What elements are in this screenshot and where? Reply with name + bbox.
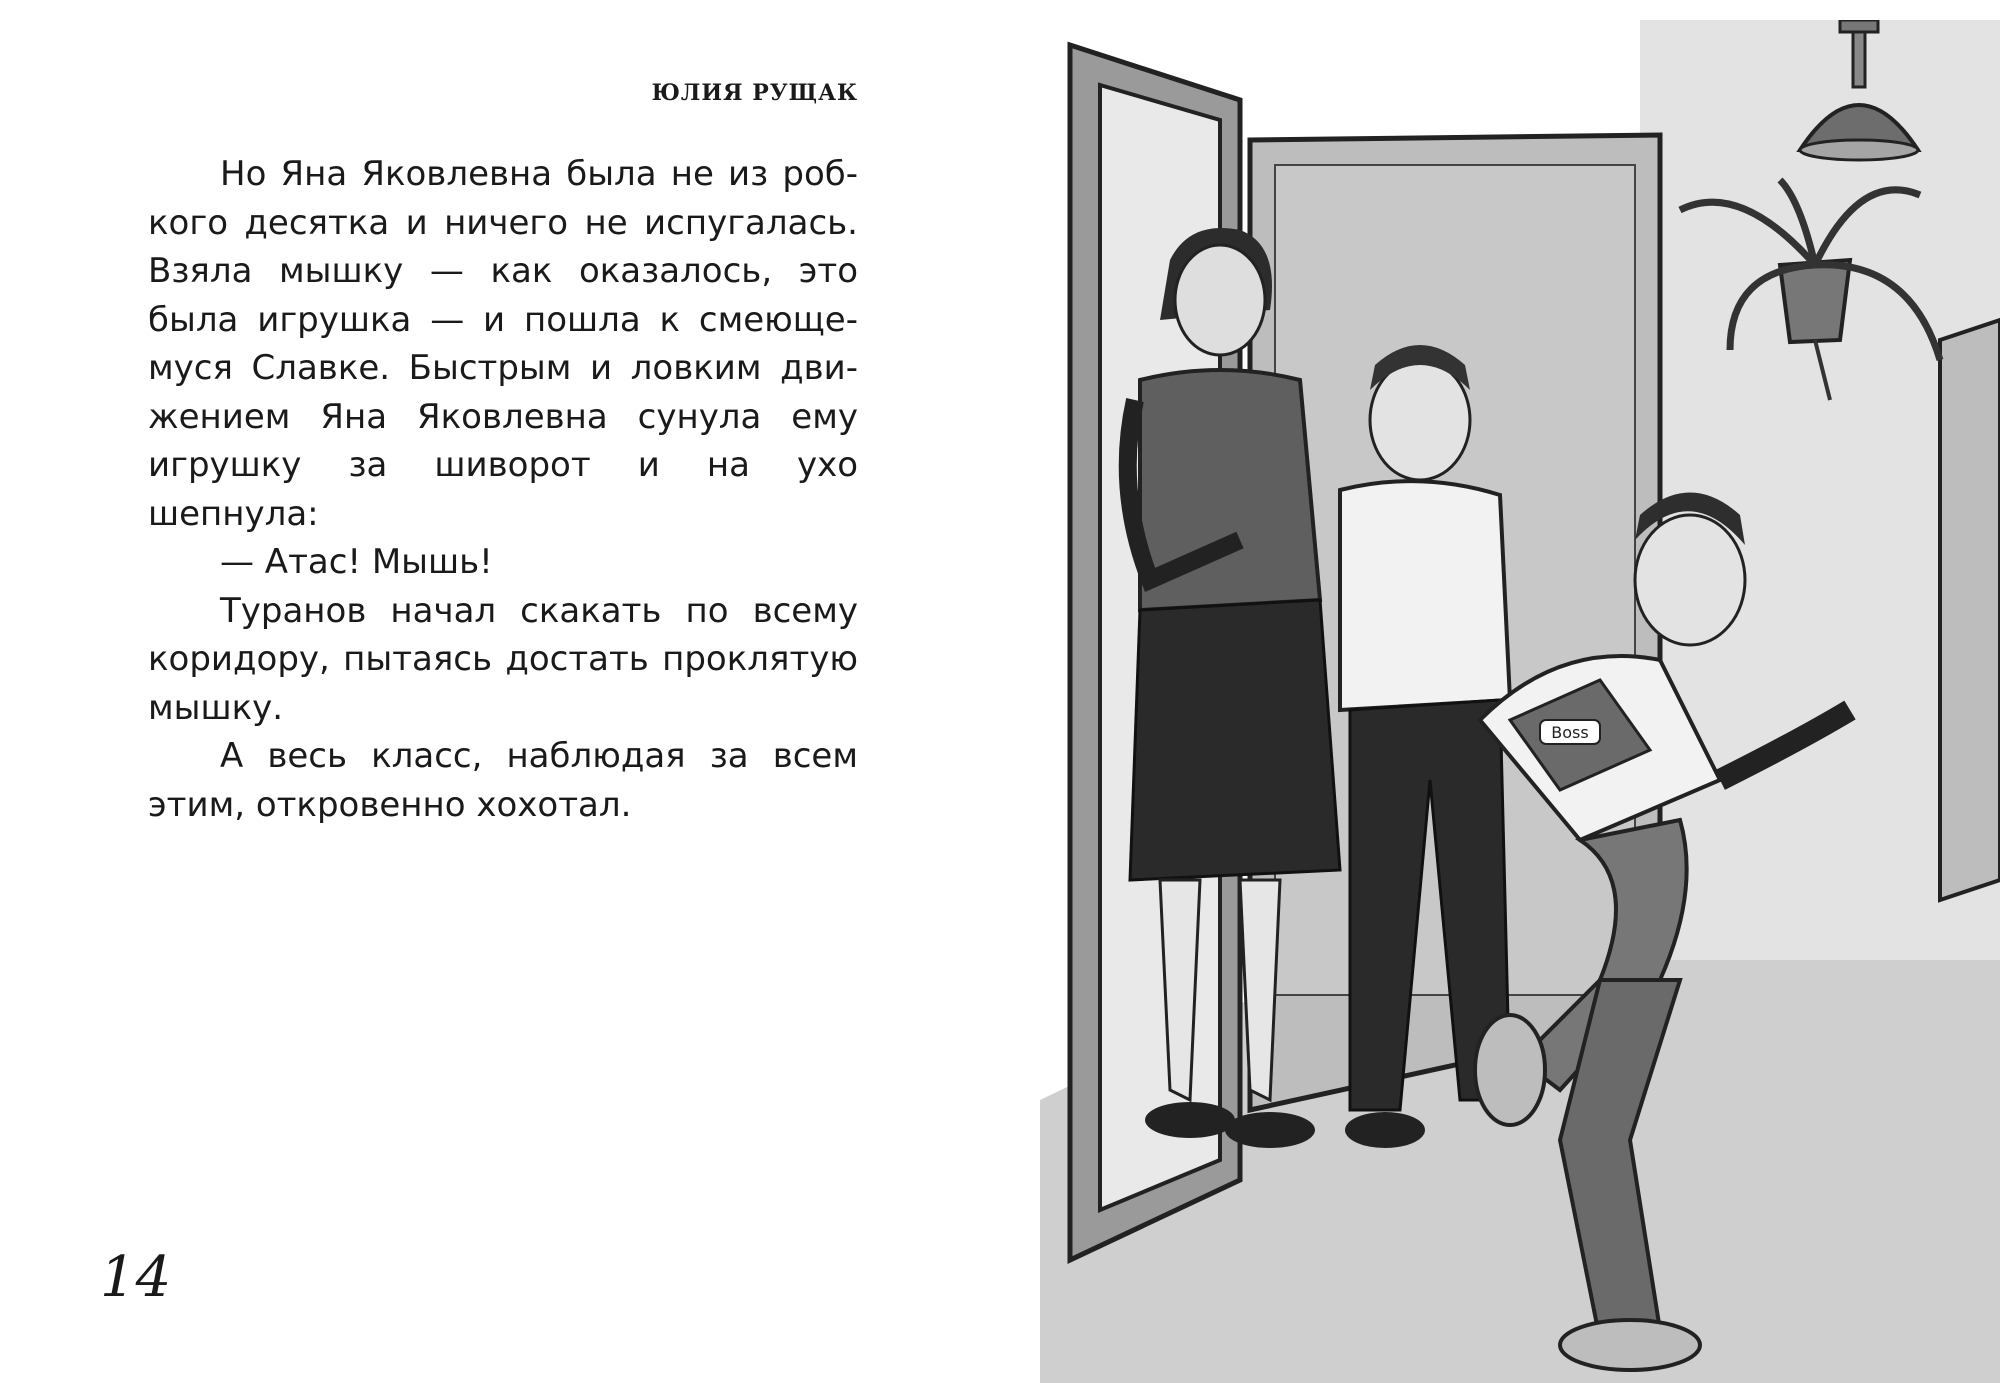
illustration xyxy=(1040,20,2000,1383)
boss-badge-text: Boss xyxy=(1551,723,1589,742)
paragraph-4: А весь класс, наблюдая за всем этим, откровенно хохотал. xyxy=(148,736,858,825)
paragraph-1: Но Яна Яковлевна была не из роб-кого десятка и ничего не испугалась. Взяла мышку — как оказалось, это была игрушка — и пошла к смеюще-муся Славке. Быстрым и ловким дви-жением Яна Яковлевна сунула ему игрушку за шиворот и на ухо шепнула: xyxy=(148,154,858,534)
running-header-author: ЮЛИЯ РУЩАК xyxy=(651,80,858,106)
paragraph-3: Туранов начал скакать по всему коридору, пытаясь достать проклятую мышку. xyxy=(148,590,858,728)
page-number: 14 xyxy=(100,1245,172,1310)
paragraph-2: — Атас! Мышь! xyxy=(220,542,493,582)
story-text xyxy=(148,150,858,829)
